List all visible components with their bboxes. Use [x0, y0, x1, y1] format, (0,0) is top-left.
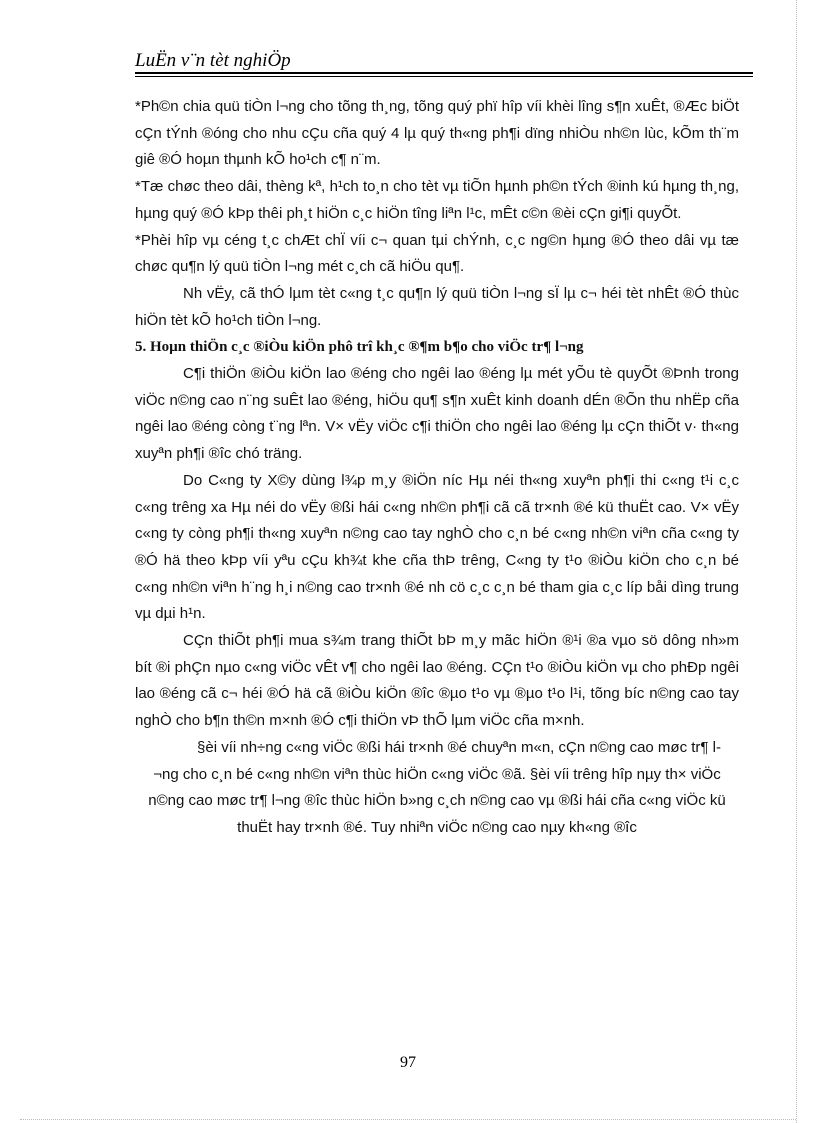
- header-rule-thick: [135, 72, 753, 74]
- paragraph-1: *Ph©n chia quü tiÒn l¬ng cho tõng th¸ng, tõng quý phï hîp víi khèi lîng s¶n xuÊt, ®Æc biÖt cÇn tÝnh ®óng cho nhu cÇu cña quý 4 lµ quý th«ng ph¶i dïng nhiÒu nh©n lùc, kÕm th¨m giê ®Ó hoµn thµnh kÕ ho¹ch c¶ n¨m.: [135, 98, 739, 169]
- paragraph-2: *Tæ chøc theo dâi, thèng kª, h¹ch to¸n cho tèt vµ tiÕn hµnh ph©n tÝch ®inh kú hµng th¸ng, hµng quý ®Ó kÞp thêi ph¸t hiÖn c¸c hiÖn tîng liªn l¹c, mÊt c©n ®èi cÇn gi¶i quyÕt.: [135, 178, 739, 222]
- page-border-right: [796, 0, 797, 1123]
- paragraph-4: Nh vËy, cã thÓ lµm tèt c«ng t¸c qu¶n lý quü tiÒn l¬ng sÏ lµ c¬ héi tèt nhÊt ®Ó thùc hiÖn tèt kÕ ho¹ch tiÒn l¬ng.: [135, 284, 739, 329]
- paragraph-8: §èi víi nh÷ng c«ng viÖc ®ßi hái tr×nh ®é chuyªn m«n, cÇn n©ng cao møc tr¶ l¬ng cho c¸n bé c«ng nh©n viªn thùc hiÖn c«ng viÖc ®ã. §èi víi trêng hîp nµy th× viÖc n©ng cao møc tr¶ l¬ng ®îc thùc hiÖn b»ng c¸ch n©ng cao vµ ®ßi hái cña c«ng viÖc kü thuËt hay tr×nh ®é. Tuy nhiªn viÖc n©ng cao nµy kh«ng ®îc: [148, 738, 726, 836]
- paragraph-6: Do C«ng ty X©y dùng l¾p m¸y ®iÖn níc Hµ néi th«ng xuyªn ph¶i thi c«ng t¹i c¸c c«ng trêng xa Hµ néi do vËy ®ßi hái c«ng nh©n ph¶i cã cã tr×nh ®é kü thuËt cao. V× vËy c«ng ty còng ph¶i th«ng xuyªn n©ng cao tay nghÒ cho c¸n bé c«ng nh©n viªn cña c«ng ty ®Ó hä theo kÞp víi yªu cÇu kh¾t khe cña thÞ trêng, C«ng ty t¹o ®iÒu kiÖn cho c¸n bé c«ng nh©n viªn h¨ng h¸i n©ng cao tr×nh ®é nh cö c¸c c¸n bé tham gia c¸c líp båi dìng trung vµ dµi h¹n.: [135, 471, 739, 623]
- header-rule-thin: [135, 76, 753, 77]
- running-header: LuËn v¨n tèt nghiÖp: [135, 50, 291, 71]
- paragraph-7: CÇn thiÕt ph¶i mua s¾m trang thiÕt bÞ m¸y mãc hiÖn ®¹i ®a vµo sö dông nh»m bít ®i phÇn nµo c«ng viÖc vÊt v¶ cho ngêi lao ®éng. CÇn t¹o ®iÒu kiÖn vµ cho phÐp ngêi lao ®éng cã c¬ héi ®Ó hä cã ®iÒu kiÖn ®îc ®µo t¹o vµ ®µo t¹o l¹i, tõng bíc n©ng cao tay nghÒ cho b¶n th©n m×nh ®Ó c¶i thiÖn vÞ thÕ lµm viÖc cña m×nh.: [135, 632, 739, 730]
- page-body: [135, 94, 739, 842]
- page-border-bottom: [20, 1119, 796, 1120]
- paragraph-3: *Phèi hîp vµ céng t¸c chÆt chÏ víi c¬ quan tµi chÝnh, c¸c ng©n hµng ®Ó theo dâi vµ tæ chøc qu¶n lý quü tiÒn l¬ng mét c¸ch cã hiÖu qu¶.: [135, 231, 739, 276]
- section-heading: 5. Hoµn thiÖn c¸c ®iÒu kiÖn phô trî kh¸c ®¶m b¶o cho viÖc tr¶ l¬ng: [135, 339, 584, 356]
- paragraph-5: C¶i thiÖn ®iÒu kiÖn lao ®éng cho ngêi lao ®éng lµ mét yÕu tè quyÕt ®Þnh trong viÖc n©ng cao n¨ng suÊt lao ®éng, hiÖu qu¶ s¶n xuÊt kinh doanh dÉn ®Õn thu nhËp cña ngêi lao ®éng còng t¨ng lªn. V× vËy viÖc c¶i thiÖn cho ngêi lao ®éng lµ cÇn thiÕt v· th«ng xuyªn ph¶i ®îc chó träng.: [135, 365, 739, 463]
- page-number: 97: [400, 1054, 416, 1071]
